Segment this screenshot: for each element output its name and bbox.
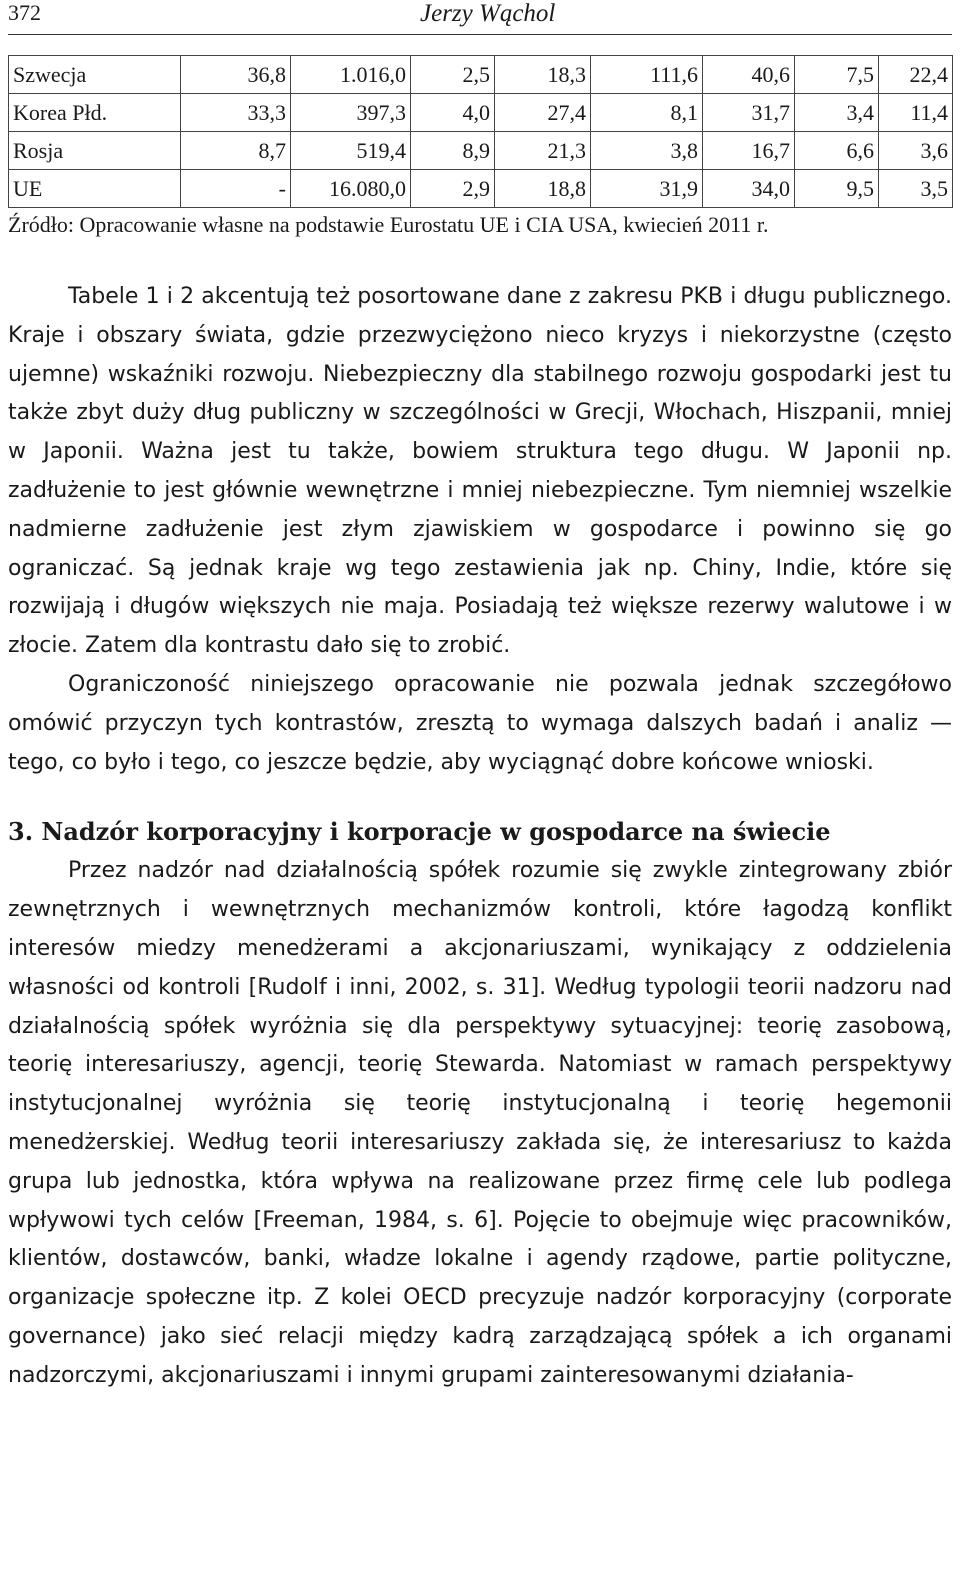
table-cell: 8,7 — [181, 132, 291, 170]
table-cell: Szwecja — [9, 56, 181, 94]
statistics-table — [8, 55, 953, 208]
table-row — [9, 170, 953, 208]
table-source-note: Źródło: Opracowanie własne na podstawie Eurostatu UE i CIA USA, kwiecień 2011 r. — [8, 212, 769, 237]
table-cell: 3,5 — [879, 170, 953, 208]
table-cell: 2,5 — [411, 56, 495, 94]
page-number: 372 — [8, 0, 41, 25]
table-cell: 3,4 — [795, 94, 879, 132]
table-cell: 31,9 — [591, 170, 703, 208]
table-cell: 9,5 — [795, 170, 879, 208]
paragraph-debt-analysis: Tabele 1 i 2 akcentują też posortowane dane z zakresu PKB i długu publicznego. Kraje i obszary świata, gdzie przezwyciężono nieco kryzys i niekorzystne (często ujemne) wskaźniki rozwoju. Niebezpieczny dla stabilnego rozwoju gospodarki jest tu także zbyt duży dług publiczny w szczególności w Grecji, Włochach, Hiszpanii, mniej w Japonii. Ważna jest tu także, bowiem struktura tego długu. W Japonii np. zadłużenie to jest głównie wewnętrzne i mniej niebezpieczne. Tym niemniej wszelkie nadmierne zadłużenie jest złym zjawiskiem w gospodarce i powinno się go ograniczać. Są jednak kraje wg tego zestawienia jak np. Chiny, Indie, które się rozwijają i długów większych nie maja. Posiadają też większe rezerwy walutowe i w złocie. Zatem dla kontrastu dało się to zrobić. — [8, 284, 952, 659]
table-cell: Rosja — [9, 132, 181, 170]
table-cell: 2,9 — [411, 170, 495, 208]
table-cell: 397,3 — [291, 94, 411, 132]
paragraph-limitations: Ograniczoność niniejszego opracowanie nie pozwala jednak szczegółowo omówić przyczyn tych kontrastów, zresztą to wymaga dalszych badań i analiz — tego, co było i tego, co jeszcze będzie, aby wyciągnąć dobre końcowe wnioski. — [8, 671, 952, 775]
table-cell: 8,1 — [591, 94, 703, 132]
table-cell: 36,8 — [181, 56, 291, 94]
table-cell: 18,8 — [495, 170, 591, 208]
table-cell: 21,3 — [495, 132, 591, 170]
table-cell: 6,6 — [795, 132, 879, 170]
table-cell: 34,0 — [703, 170, 795, 208]
table-cell: 33,3 — [181, 94, 291, 132]
table-cell: 8,9 — [411, 132, 495, 170]
running-header — [8, 0, 952, 35]
table-cell: 31,7 — [703, 94, 795, 132]
section-heading: 3. Nadzór korporacyjny i korporacje w gospodarce na świecie — [8, 817, 831, 847]
document-page — [8, 0, 952, 1396]
table-cell: - — [181, 170, 291, 208]
table-cell: 519,4 — [291, 132, 411, 170]
paragraph-corporate-governance: Przez nadzór nad działalnością spółek rozumie się zwykle zintegrowany zbiór zewnętrznych i wewnętrznych mechanizmów kontroli, które łagodzą konflikt interesów miedzy menedżerami a akcjonariuszami, wynikający z oddzielenia własności od kontroli [Rudolf i inni, 2002, s. 31]. Według typologii teorii nadzoru nad działalnością spółek wyróżnia się dla perspektywy sytuacyjnej: teorię zasobową, teorię interesariuszy, agencji, teorię Stewarda. Natomiast w ramach perspektywy instytucjonalnej wyróżnia się teorię instytucjonalną i teorię hegemonii menedżerskiej. Według teorii interesariuszy zakłada się, że interesariusz to każda grupa lub jednostka, która wpływa na realizowane przez firmę cele lub podlega wpływowi tych celów [Freeman, 1984, s. 6]. Pojęcie to obejmuje więc pracowników, klientów, dostawców, banki, władze lokalne i agendy rządowe, partie polityczne, organizacje społeczne itp. Z kolei OECD precyzuje nadzór korporacyjny (corporate governance) jako sieć relacji między kadrą zarządzającą spółek a ich organami nadzorczymi, akcjonariuszami i innymi grupami zainteresowanymi działania- — [8, 858, 952, 1388]
table-cell: 11,4 — [879, 94, 953, 132]
table-cell: 111,6 — [591, 56, 703, 94]
author-name: Jerzy Wąchol — [420, 0, 556, 27]
table-cell: 16,7 — [703, 132, 795, 170]
table-cell: 18,3 — [495, 56, 591, 94]
table-cell: 3,6 — [879, 132, 953, 170]
table-cell: 3,8 — [591, 132, 703, 170]
table-cell: 27,4 — [495, 94, 591, 132]
table-cell: UE — [9, 170, 181, 208]
table-row — [9, 94, 953, 132]
table-cell: 40,6 — [703, 56, 795, 94]
table-cell: 7,5 — [795, 56, 879, 94]
table-cell: 1.016,0 — [291, 56, 411, 94]
table-row — [9, 132, 953, 170]
table-row — [9, 56, 953, 94]
table-cell: 16.080,0 — [291, 170, 411, 208]
table-cell: Korea Płd. — [9, 94, 181, 132]
table-cell: 22,4 — [879, 56, 953, 94]
table-cell: 4,0 — [411, 94, 495, 132]
